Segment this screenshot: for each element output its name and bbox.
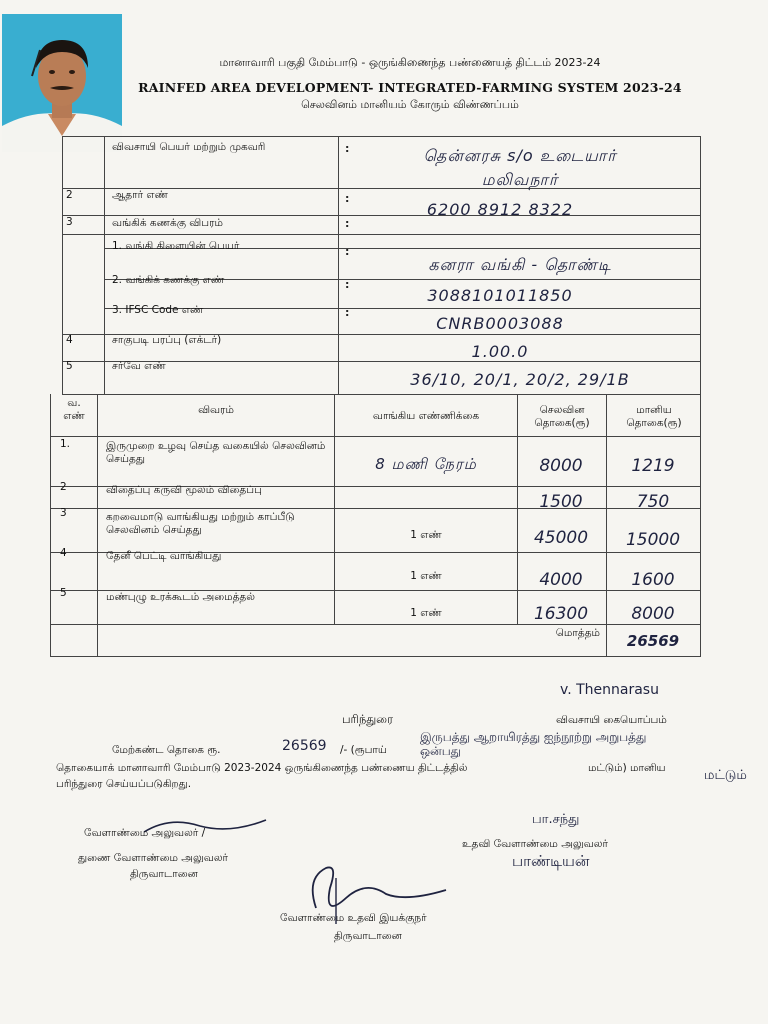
cultivation-area-value: 1.00.0 (471, 342, 529, 361)
account-number-value: 3088101011850 (427, 286, 573, 305)
row-subsidy: 1219 (631, 456, 675, 476)
col-header-no: வ. எண் (63, 397, 85, 422)
asst-officer-name: பாண்டியன் (512, 852, 590, 870)
farmer-name-value: தென்னரசு s/o உடையார் (423, 146, 617, 165)
row-description: விதைப்பு கருவி மூலம் விதைப்பு (106, 484, 262, 496)
applicant-photo (2, 14, 122, 152)
aadhaar-value: 6200 8912 8322 (426, 200, 574, 219)
center-office-location: திருவாடானை (334, 930, 402, 942)
amount-in-words: இருபத்து ஆறாயிரத்து ஐந்நூற்று அறுபத்து ஒன்பது (420, 730, 647, 758)
ifsc-value: CNRB0003088 (436, 314, 564, 333)
row-description: இருமுறை உழவு செய்த வகையில் செலவினம் செய்தது (106, 440, 326, 465)
asst-director-title: வேளாண்மை உதவி இயக்குநர் (280, 912, 427, 924)
col-header-cost: செலவின தொகை(ரூ) (534, 404, 590, 429)
survey-number-value: 36/10, 20/1, 20/2, 29/1B (410, 370, 630, 389)
survey-number-label: சர்வே எண் (112, 360, 166, 372)
margin-annotation: மட்டும் (704, 768, 747, 783)
row-cost: 1500 (539, 492, 583, 512)
row-no: 2 (60, 481, 67, 493)
row-subsidy: 8000 (631, 604, 675, 624)
recommendation-title: பரிந்துரை (342, 712, 394, 726)
row-description: மண்புழு உரக்கூடம் அமைத்தல் (106, 591, 255, 603)
farmer-name-label: விவசாயி பெயர் மற்றும் முகவரி (112, 141, 266, 153)
branch-name-label: 1. வங்கி கிளையின் பெயர் (112, 240, 240, 252)
row-quantity: 1 எண் (410, 529, 442, 541)
farmer-signature: v. Thennarasu (560, 682, 659, 698)
account-number-label: 2. வங்கிக் கணக்கு எண் (112, 274, 225, 286)
cultivation-area-label: சாகுபடி பரப்பு (எக்டர்) (112, 334, 222, 346)
col-header-quantity: வாங்கிய எண்ணிக்கை (372, 410, 480, 422)
header-tamil-title: மானாவாரி பகுதி மேம்பாடு - ஒருங்கிணைந்த பண்ணையத் திட்டம் 2023-24 (219, 56, 601, 69)
deputy-agri-officer-title: துணை வேளாண்மை அலுவலர் (78, 852, 229, 864)
asst-agri-officer-title: உதவி வேளாண்மை அலுவலர் (462, 838, 608, 850)
row-quantity: 1 எண் (410, 570, 442, 582)
row-no: 1. (60, 438, 71, 450)
aadhaar-label: ஆதார் எண் (112, 189, 168, 201)
bank-details-label: வங்கிக் கணக்கு விபரம் (112, 217, 223, 229)
row-quantity: 1 எண் (410, 607, 442, 619)
detail-no: 4 (66, 334, 73, 346)
detail-no: 2 (66, 189, 73, 201)
detail-no: 3 (66, 216, 73, 228)
ifsc-label: 3. IFSC Code எண் (112, 304, 204, 316)
application-form: மானாவாரி பகுதி மேம்பாடு - ஒருங்கிணைந்த பண்ணையத் திட்டம் 2023-24 RAINFED AREA DEVELOPMENT- INTEGRATED-FARMING SYSTEM 2023-24 செலவினம் மானியம் கோரும் விண்ணப்பம் 2 3 4 5 விவசாயி பெயர் மற்றும் முகவரி ஆதார் எண் வங்கிக் கணக்கு விபரம் 1. வங்கி கிளையின் பெயர் 2. வங்கிக் கணக்கு எண் 3. IFSC Code எண் சாகுபடி பரப்பு (எக்டர்) சர்வே எண் : : : : : : தென்னரசு s/o உடையார் மலிவநார் 6200 8912 8322 கனரா வங்கி - தொண்டி 3088101011850 CNRB0003088 1.00.0 36/10, 20/1, 20/2, 29/1B வ. எண் விவரம் வாங்கிய எண்ணிக்கை செலவின தொகை(ரூ) மானிய தொகை(ரூ) 1. இருமுறை உழவு செய்த வகையில் செலவினம் செய்தது 8 மணி நேரம் 8000 1219 2 விதைப்பு கருவி மூலம் விதைப்பு 1500 750 3 கறவைமாடு வாங்கியது மற்றும் காப்பீடு செலவினம் செய்தது 1 எண் 45000 15000 4 தேனீ பெட்டி வாங்கியது 1 எண் 4000 1600 5 மண்புழு உரக்கூடம் அமைத்தல் 1 எண் 16300 8000 மொத்தம் 26569 v. Thennarasu விவசாயி கையொப்பம் பரிந்துரை மேற்கண்ட தொகை ரூ. 26569 /- (ரூபாய் இருபத்து ஆறாயிரத்து ஐந்நூற்று அறுபத்து ஒன்பது மட்டும்) மானிய தொகையாக் மானாவாரி மேம்பாடு 2023-2024 ஒருங்கிணைந்த பண்ணைய திட்டத்தில் பரிந்துரை செய்யப்படுகிறது. மட்டும் வேளாண்மை அலுவலர் / துணை வேளாண்மை அலுவலர் திருவாடானை பா.சந்து உதவி வேளாண்மை அலுவலர் பாண்டியன் வேளாண்மை உதவி இயக்குநர் திருவாடானை (0, 0, 768, 1024)
row-subsidy: 1600 (631, 570, 675, 590)
detail-no: 5 (66, 360, 73, 372)
row-description: கறவைமாடு வாங்கியது மற்றும் காப்பீடு செலவினம் செய்தது (106, 511, 295, 536)
row-no: 5 (60, 587, 67, 599)
row-cost: 8000 (539, 456, 583, 476)
row-no: 3 (60, 507, 67, 519)
total-label: மொத்தம் (555, 627, 600, 639)
row-subsidy: 750 (636, 492, 670, 512)
recommendation-amount: 26569 (282, 738, 327, 754)
branch-name-value: கனரா வங்கி - தொண்டி (428, 255, 612, 274)
row-subsidy: 15000 (625, 530, 681, 550)
row-cost: 16300 (533, 604, 589, 624)
row-description: தேனீ பெட்டி வாங்கியது (106, 550, 222, 562)
row-no: 4 (60, 547, 67, 559)
col-header-subsidy: மானிய தொகை(ரூ) (626, 404, 682, 429)
row-quantity: 8 மணி நேரம் (375, 455, 477, 473)
row-cost: 4000 (539, 570, 583, 590)
farmer-address-value: மலிவநார் (481, 170, 559, 189)
farmer-signature-label: விவசாயி கையொப்பம் (556, 714, 667, 726)
col-header-description: விவரம் (198, 404, 234, 416)
asst-officer-signature: பா.சந்து (532, 812, 580, 827)
left-office-location: திருவாடானை (130, 868, 198, 880)
header-subtitle: செலவினம் மானியம் கோரும் விண்ணப்பம் (301, 98, 519, 111)
agri-officer-title: வேளாண்மை அலுவலர் / (84, 827, 206, 839)
row-cost: 45000 (533, 528, 589, 548)
total-value: 26569 (626, 632, 680, 650)
header-english-title: RAINFED AREA DEVELOPMENT- INTEGRATED-FARMING SYSTEM 2023-24 (138, 80, 682, 95)
